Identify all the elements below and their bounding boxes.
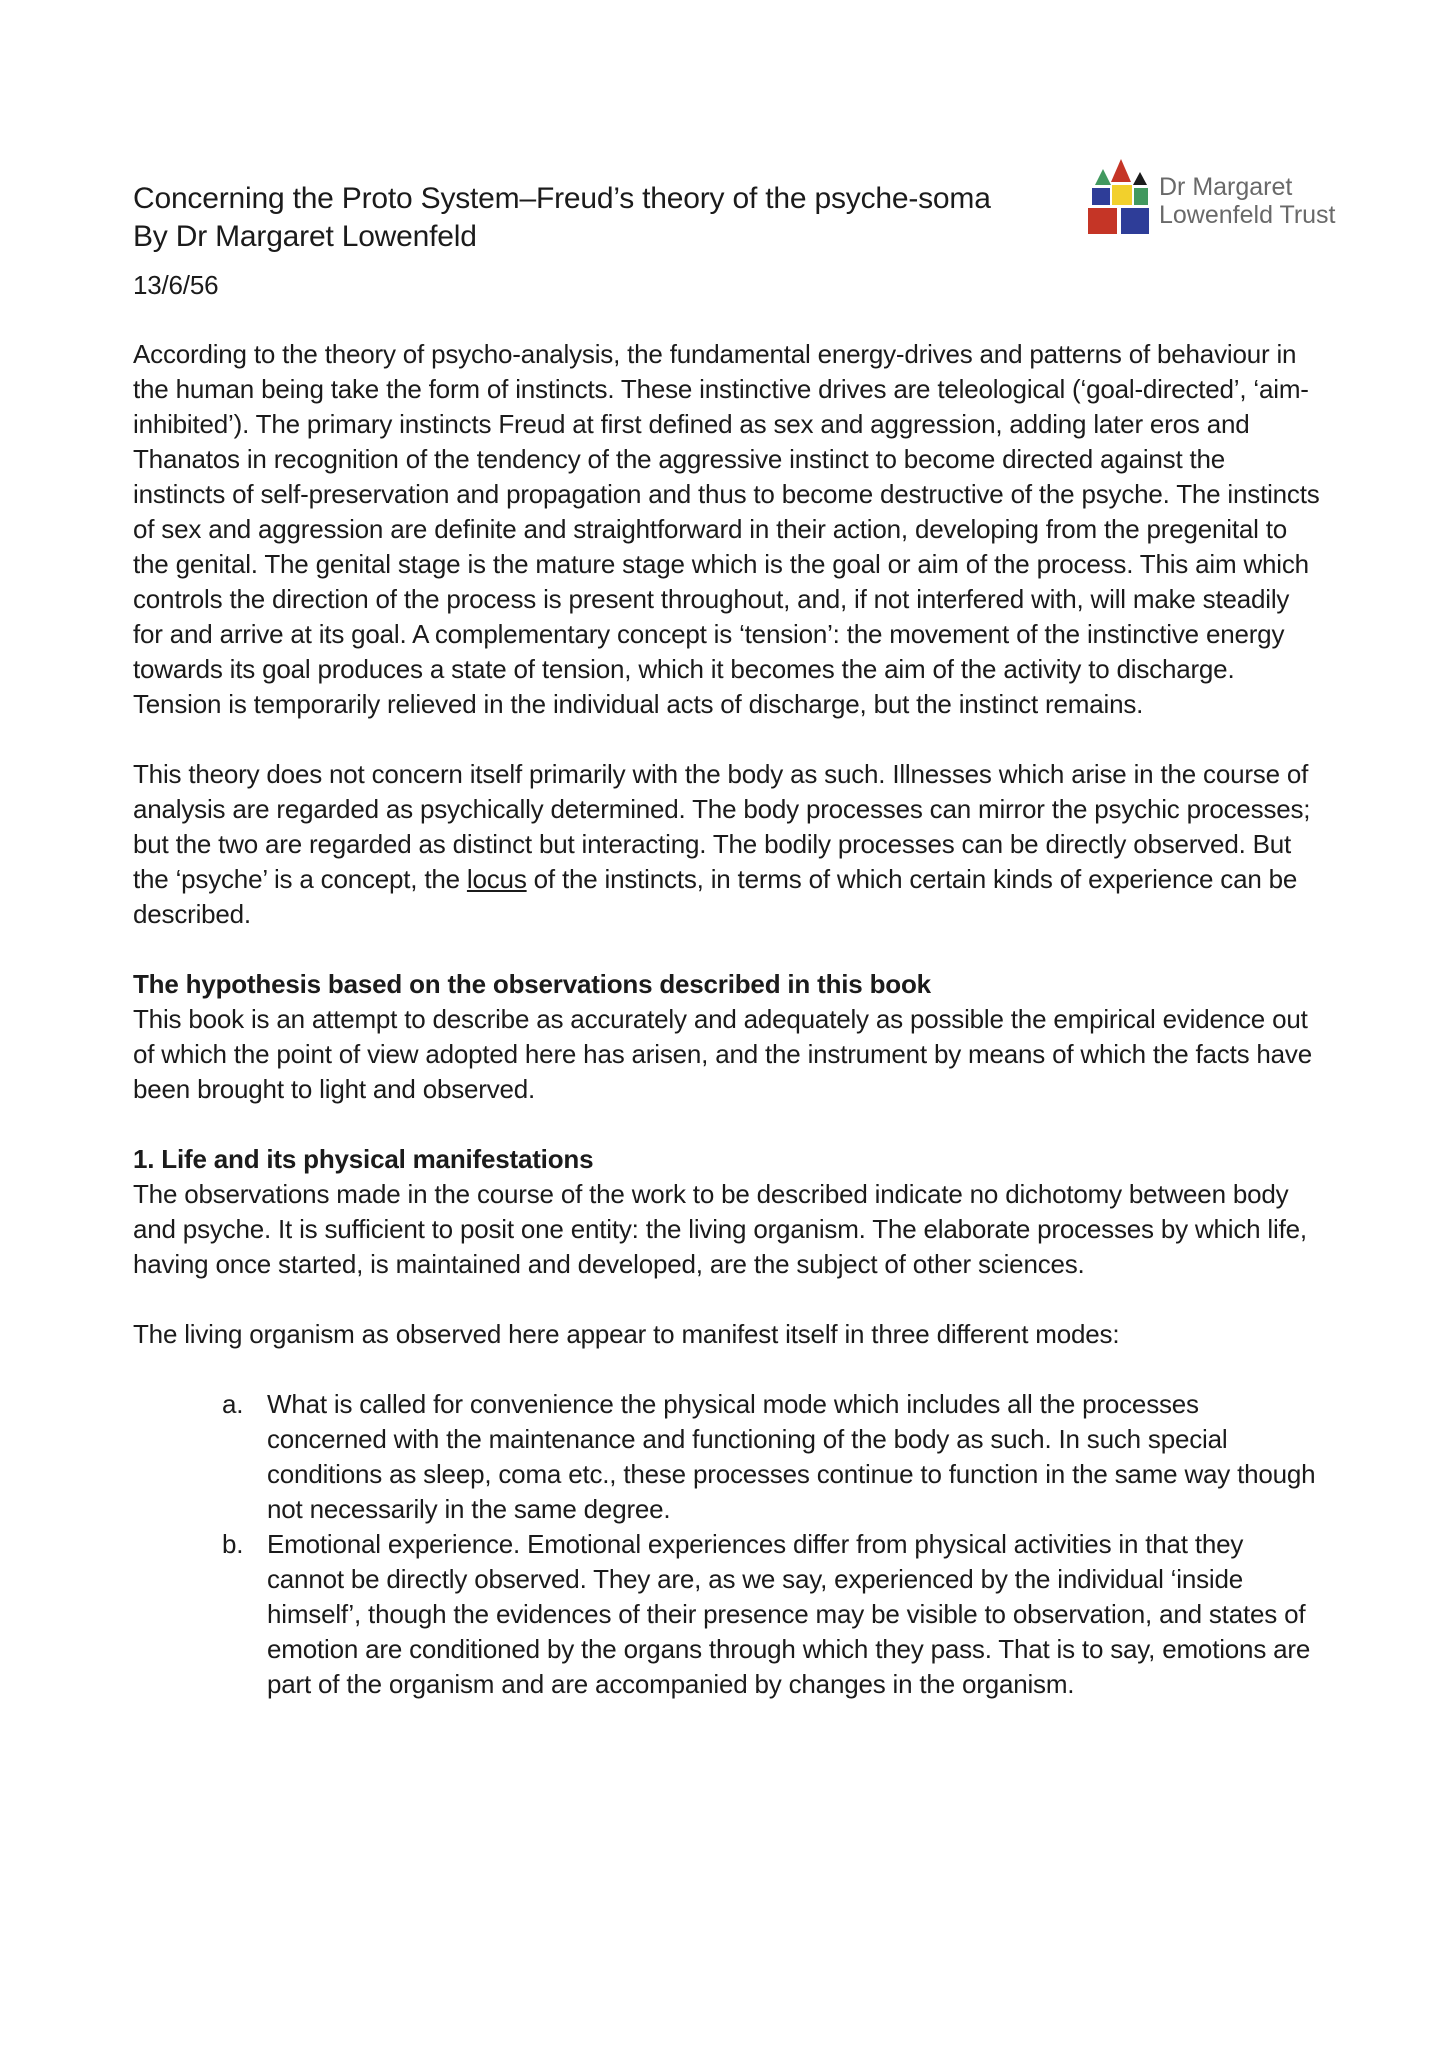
modes-intro-paragraph: The living organism as observed here appear to manifest itself in three different modes: [133, 1319, 1120, 1349]
paragraph-body-psyche-post: of the instincts, in terms of which certain kinds of experience can be described. [133, 864, 1298, 929]
list-item-a [133, 1387, 1321, 1527]
section1-paragraph: The observations made in the course of the work to be described indicate no dichotomy between body and psyche. It is sufficient to posit one entity: the living organism. The elaborate processes by which life, having once started, is maintained and developed, are the subject of other sciences. [133, 1179, 1307, 1279]
title-byline: By Dr Margaret Lowenfeld [133, 220, 477, 253]
logo-text-line2: Lowenfeld Trust [1159, 201, 1336, 229]
list-text-a: What is called for convenience the physical mode which includes all the processes concerned with the maintenance and functioning of the body as such. In such special conditions as sleep, coma etc., these processes continue to function in the same way though not necessarily in the same degree. [267, 1389, 1316, 1524]
document-date: 13/6/56 [133, 270, 219, 300]
list-marker-b: b. [222, 1529, 244, 1559]
paragraph-body-psyche-pre: This theory does not concern itself primarily with the body as such. Illnesses which arise in the course of analysis are regarded as psychically determined. The body processes can mirror the psychic processes; but the two are regarded as distinct but interacting. The bodily processes can be directly observed. But the ‘psyche’ is a concept, the [133, 759, 1311, 894]
logo-red-triangle-icon [1111, 159, 1131, 182]
document-title [133, 180, 1321, 256]
paragraph-instinct-theory: According to the theory of psycho-analysis, the fundamental energy-drives and patterns of behaviour in the human being take the form of instincts. These instinctive drives are teleological (‘goal-directed’, ‘aim-inhibited’). The primary instincts Freud at first defined as sex and aggression, adding later eros and Thanatos in recognition of the tendency of the aggressive instinct to become directed against the instincts of self-preservation and propagation and thus to become destructive of the psyche. The instincts of sex and aggression are definite and straightforward in their action, developing from the pregenital to the genital. The genital stage is the mature stage which is the goal or aim of the process. This aim which controls the direction of the process is present throughout, and, if not interfered with, will make steadily for and arrive at its goal. A complementary concept is ‘tension’: the movement of the instinctive energy towards its goal produces a state of tension, which it becomes the aim of the activity to discharge. Tension is temporarily relieved in the individual acts of discharge, but the instinct remains. [133, 339, 1320, 719]
paragraph-body-psyche [133, 757, 1321, 932]
title-line1: Concerning the Proto System–Freud’s theory of the psyche-soma [133, 182, 991, 215]
hypothesis-heading: The hypothesis based on the observations described in this book [133, 969, 931, 999]
list-item-b [133, 1527, 1321, 1702]
modes-list [133, 1387, 1321, 1702]
section1-heading: 1. Life and its physical manifestations [133, 1144, 594, 1174]
locus-underlined-word: locus [466, 864, 527, 894]
list-marker-a: a. [222, 1389, 244, 1419]
hypothesis-paragraph: This book is an attempt to describe as accurately and adequately as possible the empirical evidence out of which the point of view adopted here has arisen, and the instrument by means of which the facts have been brought to light and observed. [133, 1004, 1312, 1104]
logo-text-line1: Dr Margaret [1159, 173, 1293, 201]
list-text-b: Emotional experience. Emotional experiences differ from physical activities in that they cannot be directly observed. They are, as we say, experienced by the individual ‘inside himself’, though the evidences of their presence may be visible to observation, and states of emotion are conditioned by the organs through which they pass. That is to say, emotions are part of the organism and are accompanied by changes in the organism. [267, 1529, 1311, 1699]
document-page [133, 180, 1321, 1702]
